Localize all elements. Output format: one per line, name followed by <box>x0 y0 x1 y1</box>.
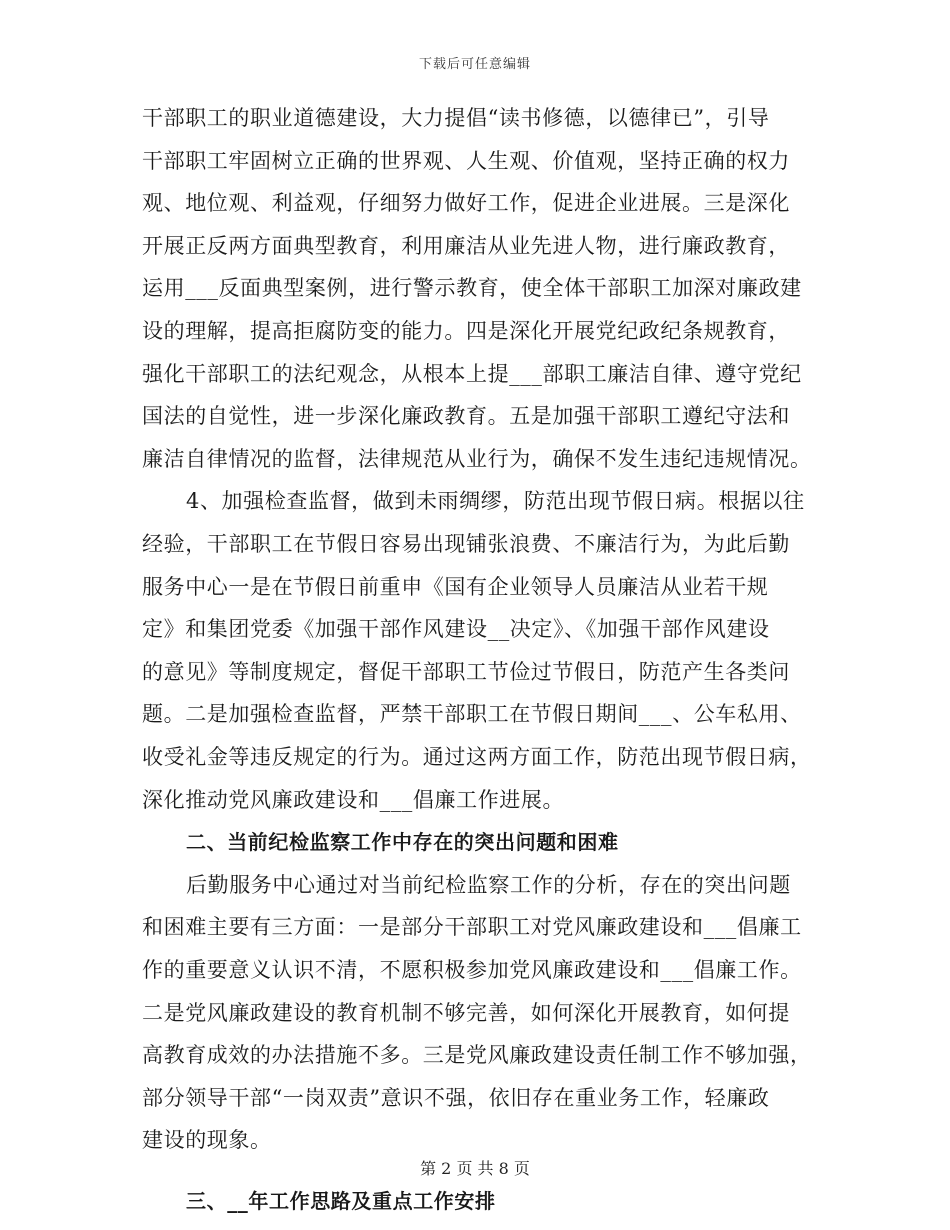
body-line: 题。二是加强检查监督，严禁干部职工在节假日期间___、公车私用、 <box>142 702 802 726</box>
body-line: 服务中心一是在节假日前重申《国有企业领导人员廉洁从业若干规 <box>142 575 769 599</box>
body-line: 设的理解，提高拒腐防变的能力。四是深化开展党纪政纪条规教育， <box>142 319 790 343</box>
body-line: 国法的自觉性，进一步深化廉政教育。五是加强干部职工遵纪守法和 <box>142 404 790 428</box>
body-line: 干部职工的职业道德建设，大力提倡“读书修德，以德律已”，引导 <box>142 106 770 130</box>
body-line: 高教育成效的办法措施不多。三是党风廉政建设责任制工作不够加强， <box>142 1043 812 1067</box>
body-line: 强化干部职工的法纪观念，从根本上提___部职工廉洁自律、遵守党纪 <box>142 362 802 386</box>
page-header: 下载后可任意编辑 <box>418 57 531 72</box>
section-heading: 二、当前纪检监察工作中存在的突出问题和困难 <box>186 830 619 854</box>
body-line: 和困难主要有三方面：一是部分干部职工对党风廉政建设和___倡廉工 <box>142 915 802 939</box>
body-line: 经验，干部职工在节假日容易出现铺张浪费、不廉洁行为，为此后勤 <box>142 532 790 556</box>
paragraph-start-line: 4、加强检查监督，做到未雨绸缪，防范出现节假日病。根据以往 <box>186 489 805 513</box>
body-line: 作的重要意义认识不清，不愿积极参加党风廉政建设和___倡廉工作。 <box>142 958 802 982</box>
body-line: 运用___反面典型案例，进行警示教育，使全体干部职工加深对廉政建 <box>142 276 802 300</box>
body-line: 干部职工牢固树立正确的世界观、人生观、价值观，坚持正确的权力 <box>142 149 790 173</box>
body-line: 二是党风廉政建设的教育机制不够完善，如何深化开展教育，如何提 <box>142 1001 790 1025</box>
page-footer: 第 2 页 共 8 页 <box>420 1159 530 1178</box>
body-line: 开展正反两方面典型教育，利用廉洁从业先进人物，进行廉政教育， <box>142 234 790 258</box>
body-line: 建设的现象。 <box>142 1128 272 1152</box>
paragraph-start-line: 后勤服务中心通过对当前纪检监察工作的分析，存在的突出问题 <box>186 873 791 897</box>
body-line: 的意见》等制度规定，督促干部职工节俭过节假日，防范产生各类问 <box>142 660 790 684</box>
body-line: 部分领导干部“一岗双责”意识不强，依旧存在重业务工作，轻廉政 <box>142 1086 770 1110</box>
section-heading: 三、__年工作思路及重点工作安排 <box>186 1189 496 1213</box>
body-line: 定》和集团党委《加强干部作风建设__决定》、《加强干部作风建设 <box>142 617 770 641</box>
body-line: 廉洁自律情况的监督，法律规范从业行为，确保不发生违纪违规情况。 <box>142 447 812 471</box>
body-line: 观、地位观、利益观，仔细努力做好工作，促进企业进展。三是深化 <box>142 191 790 215</box>
body-line: 收受礼金等违反规定的行为。通过这两方面工作，防范出现节假日病， <box>142 745 812 769</box>
body-line: 深化推动党风廉政建设和___倡廉工作进展。 <box>142 788 565 812</box>
